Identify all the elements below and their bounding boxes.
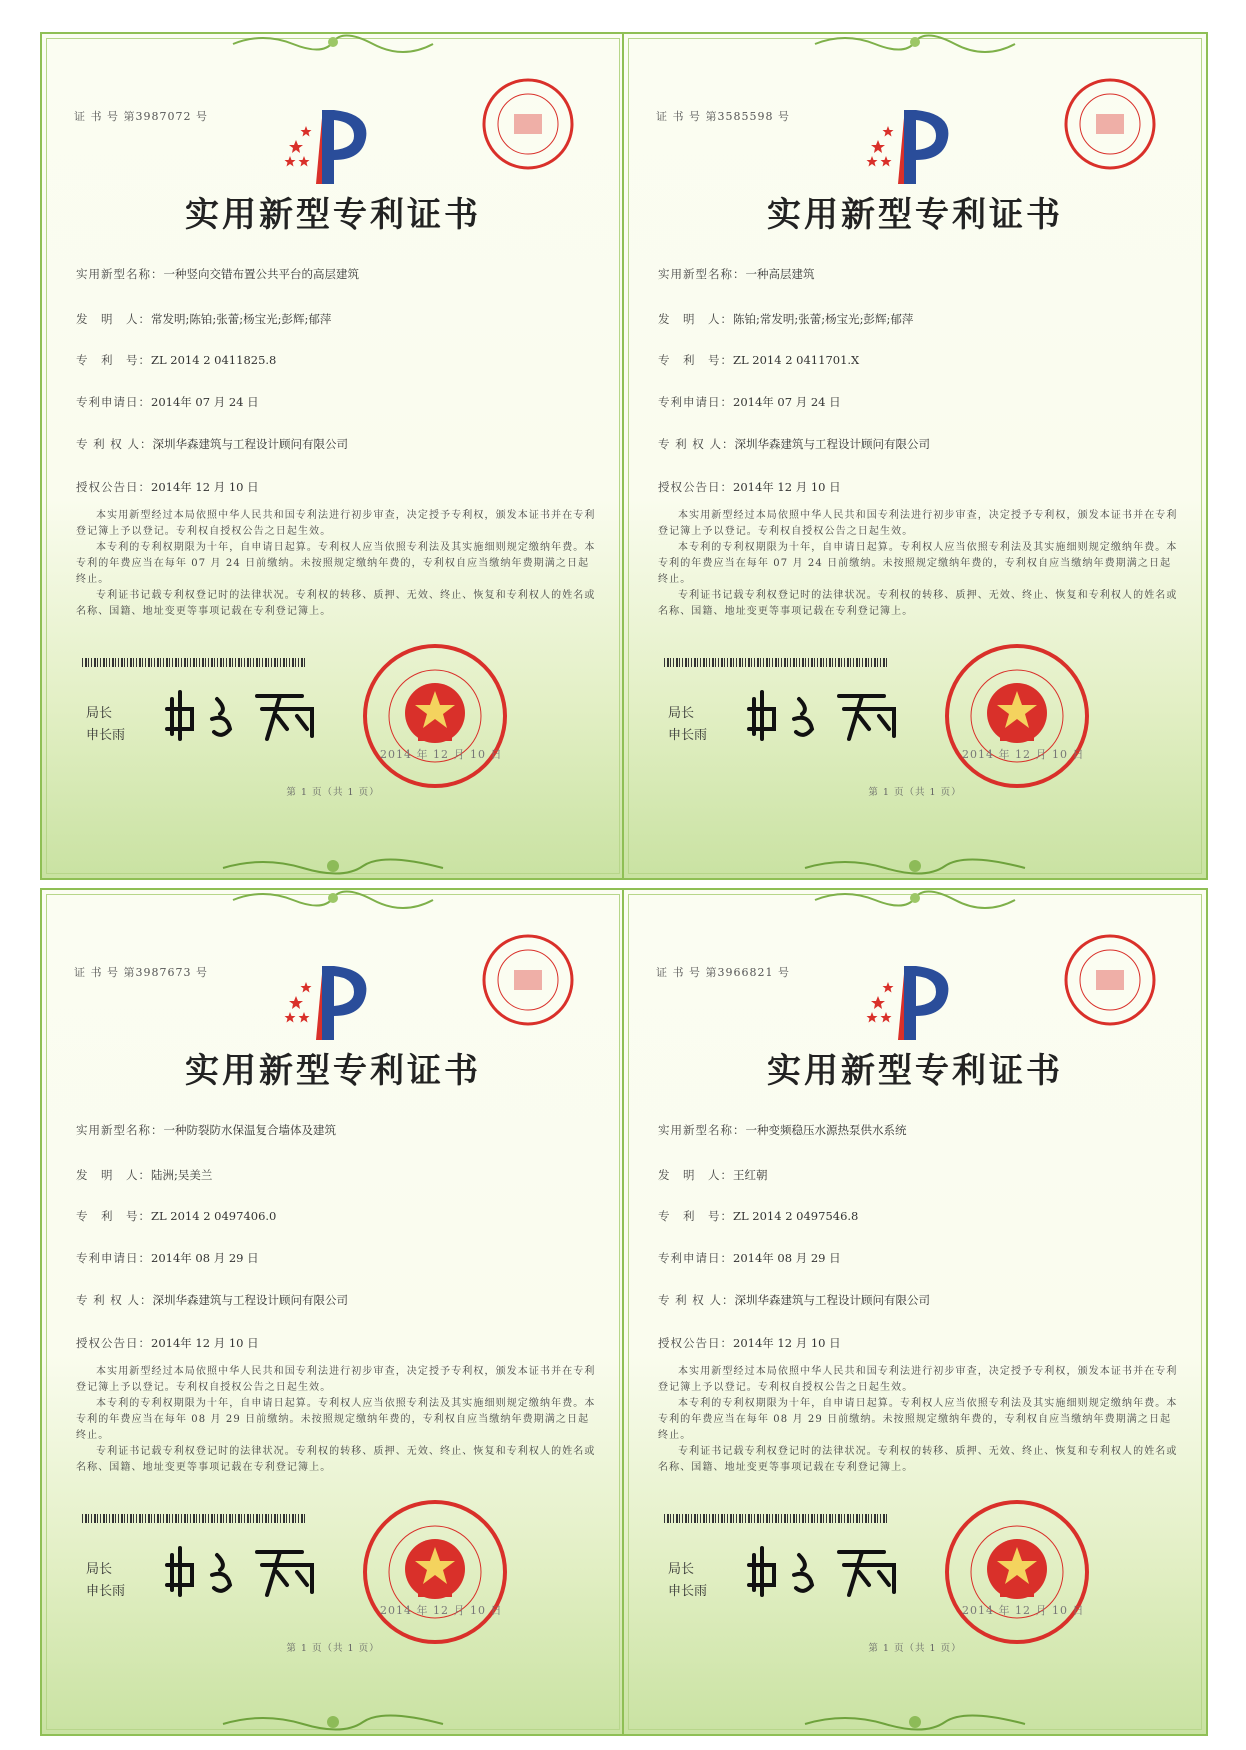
- body-paragraph: 专利证书记载专利权登记时的法律状况。专利权的转移、质押、无效、终止、恢复和专利权人的姓名或名称、国籍、地址变更等事项记载在专利登记簿上。: [658, 1446, 1178, 1473]
- grant-date: [76, 479, 259, 495]
- app-date-value: 2014年 07 月 24 日: [151, 395, 259, 409]
- inventors: [76, 1167, 212, 1183]
- name-label: 实用新型名称：: [76, 267, 164, 281]
- inventor-value: 陈铂;常发明;张蕾;杨宝光;彭辉;郁萍: [733, 312, 914, 326]
- director-title: 局长: [86, 1562, 113, 1577]
- certificate-body: [76, 508, 596, 620]
- inventors: [658, 1167, 768, 1183]
- application-date: [658, 394, 841, 410]
- body-paragraph: 本实用新型经过本局依照中华人民共和国专利法进行初步审查，决定授予专利权，颁发本证书并在专利登记簿上予以登记。专利权自授权公告之日起生效。: [658, 1366, 1178, 1393]
- patent-number: [658, 352, 859, 368]
- body-paragraph: 专利证书记载专利权登记时的法律状况。专利权的转移、质押、无效、终止、恢复和专利权人的姓名或名称、国籍、地址变更等事项记载在专利登记簿上。: [76, 590, 596, 617]
- director-name: 申长雨: [86, 1584, 126, 1599]
- seal-date: 2014 年 12 月 10 日: [380, 748, 503, 761]
- director-name: 申长雨: [668, 728, 708, 743]
- app-date-value: 2014年 08 月 29 日: [151, 1251, 259, 1265]
- name-value: 一种高层建筑: [745, 267, 815, 281]
- certificate-body: [658, 1364, 1178, 1476]
- patent-value: ZL 2014 2 0411825.8: [151, 353, 277, 367]
- director-signature-icon: [744, 684, 914, 744]
- bottom-flourish-decoration: [795, 854, 1035, 878]
- name-value: 一种变频稳压水源热泵供水系统: [745, 1123, 907, 1137]
- patent-number: [76, 1208, 276, 1224]
- grant-date: [658, 1335, 841, 1351]
- patent-value: ZL 2014 2 0497546.8: [733, 1209, 859, 1223]
- grant-value: 2014年 12 月 10 日: [733, 1336, 841, 1350]
- body-paragraph: 本专利的专利权期限为十年，自申请日起算。专利权人应当依照专利法及其实施细则规定缴纳年费。本专利的年费应当在每年 08 月 29 日前缴纳。未按照规定缴纳年费的，专利权自应当缴纳年费期满之日起终止。: [76, 1398, 596, 1441]
- certificate-4: [622, 888, 1208, 1736]
- name-value: 一种竖向交错布置公共平台的高层建筑: [163, 267, 359, 281]
- utility-model-name: [76, 266, 359, 282]
- top-flourish-decoration: [805, 888, 1025, 910]
- certificate-number: 证 书 号 第3987673 号: [74, 966, 208, 979]
- patent-label: 专 利 号：: [658, 353, 733, 367]
- utility-model-name: [658, 1122, 907, 1138]
- director-title: 局长: [668, 1562, 695, 1577]
- patentee: [76, 436, 348, 452]
- grant-label: 授权公告日：: [76, 1336, 151, 1350]
- inventor-label: 发 明 人：: [658, 312, 733, 326]
- certificate-body: [76, 1364, 596, 1476]
- app-date-label: 专利申请日：: [658, 1251, 733, 1265]
- director-title: 局长: [86, 706, 113, 721]
- page-footer: 第 1 页（共 1 页）: [286, 1643, 380, 1654]
- inventor-label: 发 明 人：: [658, 1168, 733, 1182]
- name-value: 一种防裂防水保温复合墙体及建筑: [163, 1123, 336, 1137]
- patent-label: 专 利 号：: [76, 353, 151, 367]
- top-flourish-decoration: [805, 32, 1025, 54]
- inventor-value: 陆洲;吴美兰: [151, 1168, 213, 1182]
- grant-label: 授权公告日：: [658, 480, 733, 494]
- bottom-flourish-decoration: [213, 1710, 453, 1734]
- barcode-icon: [664, 658, 889, 667]
- certificate-2: [622, 32, 1208, 880]
- state-ip-office-seal-icon: [942, 641, 1092, 791]
- agency-seal-icon: [480, 76, 576, 172]
- name-label: 实用新型名称：: [658, 267, 746, 281]
- patent-label: 专 利 号：: [658, 1209, 733, 1223]
- certificate-number: 证 书 号 第3966821 号: [656, 966, 790, 979]
- director-title: 局长: [668, 706, 695, 721]
- app-date-label: 专利申请日：: [76, 1251, 151, 1265]
- grant-label: 授权公告日：: [76, 480, 151, 494]
- owner-label: 专 利 权 人：: [76, 437, 153, 451]
- director-name: 申长雨: [668, 1584, 708, 1599]
- director-name: 申长雨: [86, 728, 126, 743]
- name-label: 实用新型名称：: [658, 1123, 746, 1137]
- bottom-flourish-decoration: [795, 1710, 1035, 1734]
- app-date-label: 专利申请日：: [658, 395, 733, 409]
- seal-date: 2014 年 12 月 10 日: [962, 748, 1085, 761]
- application-date: [76, 1250, 259, 1266]
- top-flourish-decoration: [223, 888, 443, 910]
- patent-number: [658, 1208, 858, 1224]
- body-paragraph: 本实用新型经过本局依照中华人民共和国专利法进行初步审查，决定授予专利权，颁发本证书并在专利登记簿上予以登记。专利权自授权公告之日起生效。: [76, 510, 596, 537]
- app-date-value: 2014年 07 月 24 日: [733, 395, 841, 409]
- page-footer: 第 1 页（共 1 页）: [286, 787, 380, 798]
- inventor-label: 发 明 人：: [76, 1168, 151, 1182]
- owner-value: 深圳华森建筑与工程设计顾问有限公司: [152, 1293, 348, 1307]
- patent-office-logo-icon: [282, 960, 372, 1044]
- owner-label: 专 利 权 人：: [658, 437, 735, 451]
- certificate-title: 实用新型专利证书: [767, 195, 1063, 235]
- grant-value: 2014年 12 月 10 日: [151, 480, 259, 494]
- director-signature-icon: [744, 1540, 914, 1600]
- state-ip-office-seal-icon: [942, 1497, 1092, 1647]
- certificate-1: [40, 32, 626, 880]
- patent-value: ZL 2014 2 0411701.X: [733, 353, 860, 367]
- patent-value: ZL 2014 2 0497406.0: [151, 1209, 277, 1223]
- grant-label: 授权公告日：: [658, 1336, 733, 1350]
- inventors: [658, 311, 913, 327]
- owner-label: 专 利 权 人：: [76, 1293, 153, 1307]
- director-signature-icon: [162, 684, 332, 744]
- grant-value: 2014年 12 月 10 日: [151, 1336, 259, 1350]
- body-paragraph: 本专利的专利权期限为十年，自申请日起算。专利权人应当依照专利法及其实施细则规定缴纳年费。本专利的年费应当在每年 07 月 24 日前缴纳。未按照规定缴纳年费的，专利权自应当缴纳年费期满之日起终止。: [658, 542, 1178, 585]
- owner-label: 专 利 权 人：: [658, 1293, 735, 1307]
- bottom-flourish-decoration: [213, 854, 453, 878]
- certificate-title: 实用新型专利证书: [185, 1051, 481, 1091]
- inventor-label: 发 明 人：: [76, 312, 151, 326]
- patentee: [76, 1292, 348, 1308]
- page-footer: 第 1 页（共 1 页）: [868, 1643, 962, 1654]
- inventors: [76, 311, 331, 327]
- owner-value: 深圳华森建筑与工程设计顾问有限公司: [734, 437, 930, 451]
- application-date: [76, 394, 259, 410]
- patent-office-logo-icon: [864, 104, 954, 188]
- name-label: 实用新型名称：: [76, 1123, 164, 1137]
- seal-date: 2014 年 12 月 10 日: [962, 1604, 1085, 1617]
- grant-date: [76, 1335, 259, 1351]
- page-footer: 第 1 页（共 1 页）: [868, 787, 962, 798]
- body-paragraph: 本实用新型经过本局依照中华人民共和国专利法进行初步审查，决定授予专利权，颁发本证书并在专利登记簿上予以登记。专利权自授权公告之日起生效。: [658, 510, 1178, 537]
- patent-office-logo-icon: [864, 960, 954, 1044]
- application-date: [658, 1250, 841, 1266]
- inventor-value: 常发明;陈铂;张蕾;杨宝光;彭辉;郁萍: [151, 312, 332, 326]
- body-paragraph: 本专利的专利权期限为十年，自申请日起算。专利权人应当依照专利法及其实施细则规定缴纳年费。本专利的年费应当在每年 08 月 29 日前缴纳。未按照规定缴纳年费的，专利权自应当缴纳年费期满之日起终止。: [658, 1398, 1178, 1441]
- certificate-number: 证 书 号 第3585598 号: [656, 110, 790, 123]
- director-signature-icon: [162, 1540, 332, 1600]
- barcode-icon: [82, 658, 307, 667]
- body-paragraph: 本专利的专利权期限为十年，自申请日起算。专利权人应当依照专利法及其实施细则规定缴纳年费。本专利的年费应当在每年 07 月 24 日前缴纳。未按照规定缴纳年费的，专利权自应当缴纳年费期满之日起终止。: [76, 542, 596, 585]
- app-date-value: 2014年 08 月 29 日: [733, 1251, 841, 1265]
- body-paragraph: 本实用新型经过本局依照中华人民共和国专利法进行初步审查，决定授予专利权，颁发本证书并在专利登记簿上予以登记。专利权自授权公告之日起生效。: [76, 1366, 596, 1393]
- barcode-icon: [82, 1514, 307, 1523]
- state-ip-office-seal-icon: [360, 1497, 510, 1647]
- patentee: [658, 436, 930, 452]
- barcode-icon: [664, 1514, 889, 1523]
- state-ip-office-seal-icon: [360, 641, 510, 791]
- top-flourish-decoration: [223, 32, 443, 54]
- agency-seal-icon: [1062, 932, 1158, 1028]
- app-date-label: 专利申请日：: [76, 395, 151, 409]
- body-paragraph: 专利证书记载专利权登记时的法律状况。专利权的转移、质押、无效、终止、恢复和专利权人的姓名或名称、国籍、地址变更等事项记载在专利登记簿上。: [76, 1446, 596, 1473]
- certificate-3: [40, 888, 626, 1736]
- owner-value: 深圳华森建筑与工程设计顾问有限公司: [152, 437, 348, 451]
- inventor-value: 王红朝: [733, 1168, 768, 1182]
- utility-model-name: [76, 1122, 336, 1138]
- certificate-title: 实用新型专利证书: [185, 195, 481, 235]
- certificate-title: 实用新型专利证书: [767, 1051, 1063, 1091]
- patent-number: [76, 352, 276, 368]
- agency-seal-icon: [1062, 76, 1158, 172]
- utility-model-name: [658, 266, 815, 282]
- certificate-body: [658, 508, 1178, 620]
- patent-office-logo-icon: [282, 104, 372, 188]
- body-paragraph: 专利证书记载专利权登记时的法律状况。专利权的转移、质押、无效、终止、恢复和专利权人的姓名或名称、国籍、地址变更等事项记载在专利登记簿上。: [658, 590, 1178, 617]
- grant-value: 2014年 12 月 10 日: [733, 480, 841, 494]
- agency-seal-icon: [480, 932, 576, 1028]
- patent-label: 专 利 号：: [76, 1209, 151, 1223]
- grant-date: [658, 479, 841, 495]
- owner-value: 深圳华森建筑与工程设计顾问有限公司: [734, 1293, 930, 1307]
- seal-date: 2014 年 12 月 10 日: [380, 1604, 503, 1617]
- patentee: [658, 1292, 930, 1308]
- certificate-number: 证 书 号 第3987072 号: [74, 110, 208, 123]
